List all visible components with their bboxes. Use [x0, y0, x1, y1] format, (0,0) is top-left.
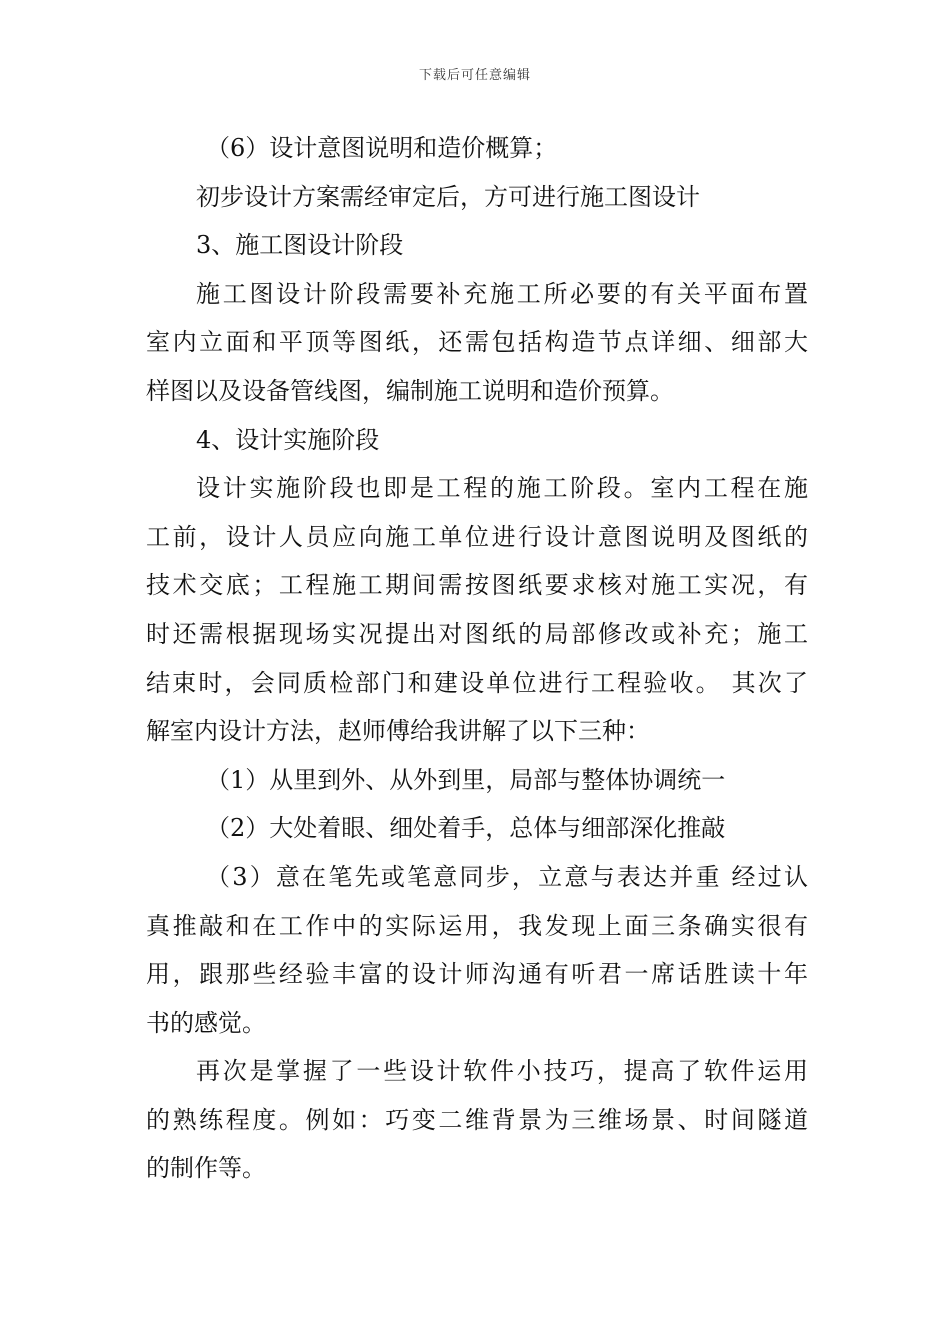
document-body: [146, 124, 808, 1193]
paragraph-line: 技术交底；工程施工期间需按图纸要求核对施工实况，有: [146, 571, 808, 600]
section-heading: 4、设计实施阶段: [196, 425, 380, 454]
list-item: （1）从里到外、从外到里，局部与整体协调统一: [206, 765, 726, 794]
paragraph-line: 的熟练程度。例如：巧变二维背景为三维场景、时间隧道: [146, 1105, 808, 1134]
paragraph-line: 再次是掌握了一些设计软件小技巧，提高了软件运用: [196, 1057, 808, 1086]
paragraph-line: 施工图设计阶段需要补充施工所必要的有关平面布置: [196, 279, 808, 308]
paragraph-line: 初步设计方案需经审定后，方可进行施工图设计: [196, 182, 700, 211]
paragraph-line: 样图以及设备管线图，编制施工说明和造价预算。: [146, 376, 674, 405]
paragraph-line: 书的感觉。: [146, 1008, 266, 1037]
page-header-note: 下载后可任意编辑: [418, 68, 531, 83]
paragraph-line: 用，跟那些经验丰富的设计师沟通有听君一席话胜读十年: [146, 960, 808, 989]
section-heading: 3、施工图设计阶段: [196, 231, 404, 260]
paragraph-line: 工前，设计人员应向施工单位进行设计意图说明及图纸的: [146, 522, 808, 551]
paragraph-line: （6）设计意图说明和造价概算；: [206, 134, 558, 162]
paragraph-line: 设计实施阶段也即是工程的施工阶段。室内工程在施: [196, 474, 808, 503]
paragraph-line: 的制作等。: [146, 1154, 266, 1183]
list-item: （2）大处着眼、细处着手，总体与细部深化推敲: [206, 814, 726, 843]
paragraph-line: 真推敲和在工作中的实际运用，我发现上面三条确实很有: [146, 911, 808, 940]
list-item: （3）意在笔先或笔意同步，立意与表达并重 经过认: [206, 862, 808, 891]
paragraph-line: 解室内设计方法，赵师傅给我讲解了以下三种：: [146, 717, 650, 746]
paragraph-line: 结束时，会同质检部门和建设单位进行工程验收。 其次了: [146, 668, 808, 697]
paragraph-line: 室内立面和平顶等图纸，还需包括构造节点详细、细部大: [146, 328, 808, 357]
paragraph-line: 时还需根据现场实况提出对图纸的局部修改或补充；施工: [146, 619, 808, 648]
